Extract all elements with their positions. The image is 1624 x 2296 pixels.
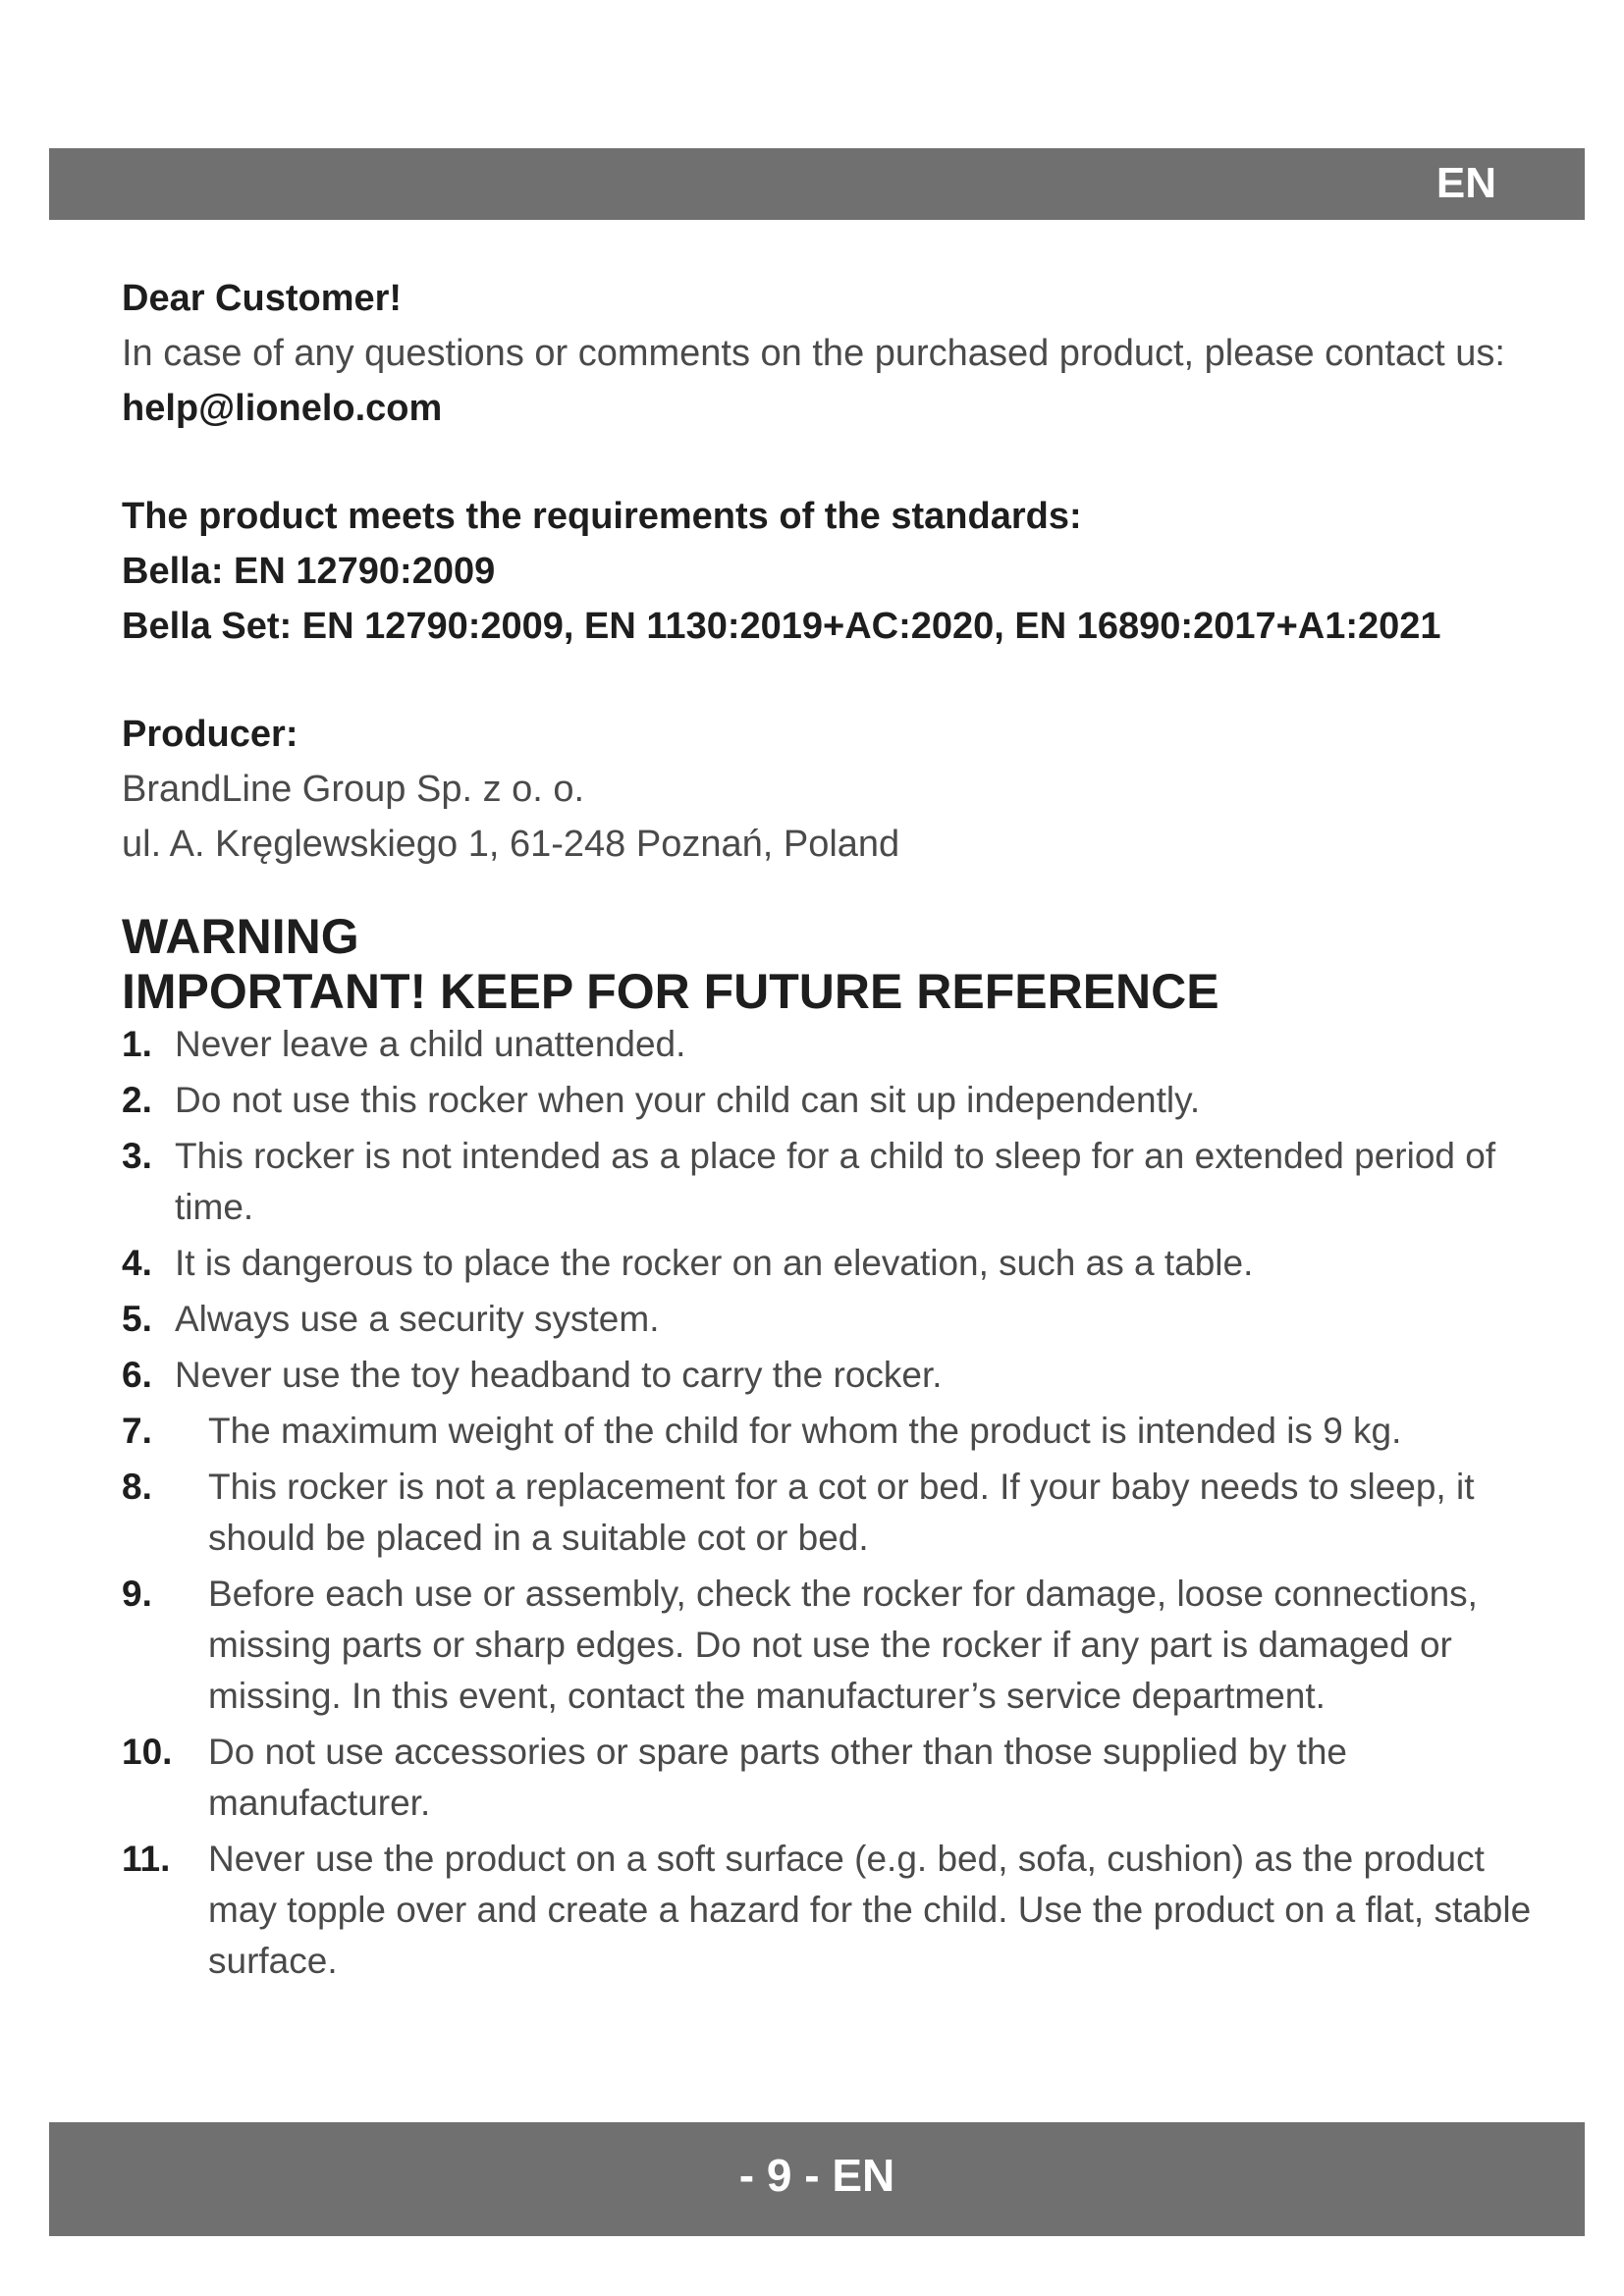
- warning-list: [122, 1019, 1555, 1987]
- warning-item-text: This rocker is not a replacement for a cot or bed. If your baby needs to sleep, it should be placed in a suitable cot or bed.: [208, 1467, 1475, 1558]
- contact-paragraph: [122, 326, 1555, 436]
- header-bar: [49, 148, 1585, 220]
- warning-item: [122, 1238, 1555, 1289]
- warning-item: [122, 1727, 1555, 1829]
- warning-item-number: 6.: [122, 1355, 152, 1395]
- warning-item: [122, 1019, 1555, 1070]
- warning-item: [122, 1834, 1555, 1987]
- warning-item-text: It is dangerous to place the rocker on an elevation, such as a table.: [175, 1243, 1254, 1283]
- warning-item-text: The maximum weight of the child for whom the product is intended is 9 kg.: [208, 1411, 1402, 1451]
- footer-bar: [49, 2122, 1585, 2236]
- producer-company: BrandLine Group Sp. z o. o.: [122, 769, 585, 810]
- warning-subtitle: IMPORTANT! KEEP FOR FUTURE REFERENCE: [122, 964, 1219, 1019]
- warning-item-number: 10.: [122, 1732, 173, 1772]
- warning-item: [122, 1294, 1555, 1345]
- warning-item-text: Never use the toy headband to carry the rocker.: [175, 1355, 943, 1395]
- producer-section: [122, 707, 1555, 872]
- warning-item-number: 8.: [122, 1467, 152, 1507]
- warning-title: WARNING: [122, 909, 359, 964]
- standard-bella: Bella: EN 12790:2009: [122, 551, 496, 592]
- warning-item-number: 5.: [122, 1299, 152, 1339]
- customer-section: [122, 271, 1555, 436]
- warning-item-number: 11.: [122, 1839, 171, 1879]
- warning-item: [122, 1075, 1555, 1126]
- warning-item-text: Do not use this rocker when your child can sit up independently.: [175, 1080, 1201, 1120]
- greeting-heading: Dear Customer!: [122, 278, 403, 319]
- warning-item-number: 9.: [122, 1574, 152, 1614]
- warning-section: [122, 909, 1555, 1987]
- warning-item-text: This rocker is not intended as a place for a child to sleep for an extended period of time.: [175, 1136, 1496, 1227]
- warning-item-number: 1.: [122, 1024, 152, 1064]
- warning-item-text: Never use the product on a soft surface (e.g. bed, sofa, cushion) as the product may topple over and create a hazard for the child. Use the product on a flat, stable surface.: [208, 1839, 1532, 1981]
- standard-bella-set: Bella Set: EN 12790:2009, EN 1130:2019+AC:2020, EN 16890:2017+A1:2021: [122, 606, 1441, 647]
- contact-text: In case of any questions or comments on the purchased product, please contact us:: [122, 333, 1505, 374]
- warning-item: [122, 1462, 1555, 1564]
- contact-email: help@lionelo.com: [122, 388, 443, 429]
- producer-address: ul. A. Kręglewskiego 1, 61-248 Poznań, Poland: [122, 824, 900, 865]
- warning-item-number: 2.: [122, 1080, 152, 1120]
- page-content: [122, 271, 1555, 1992]
- standards-section: [122, 489, 1555, 654]
- warning-item: [122, 1350, 1555, 1401]
- producer-heading: Producer:: [122, 714, 298, 755]
- language-label: EN: [1435, 159, 1496, 207]
- warning-item-number: 3.: [122, 1136, 152, 1176]
- standards-heading: The product meets the requirements of the standards:: [122, 496, 1082, 537]
- warning-item: [122, 1569, 1555, 1722]
- warning-item-text: Before each use or assembly, check the rocker for damage, loose connections, missing parts or sharp edges. Do not use the rocker if any part is damaged or missing. In this event, contact the manufacturer’s service department.: [208, 1574, 1478, 1716]
- warning-item-text: Never leave a child unattended.: [175, 1024, 686, 1064]
- page-number: - 9 - EN: [738, 2150, 895, 2201]
- warning-item-number: 4.: [122, 1243, 152, 1283]
- warning-item-text: Always use a security system.: [175, 1299, 660, 1339]
- warning-item: [122, 1406, 1555, 1457]
- warning-item-number: 7.: [122, 1411, 152, 1451]
- warning-item: [122, 1131, 1555, 1233]
- warning-item-text: Do not use accessories or spare parts other than those supplied by the manufacturer.: [208, 1732, 1348, 1823]
